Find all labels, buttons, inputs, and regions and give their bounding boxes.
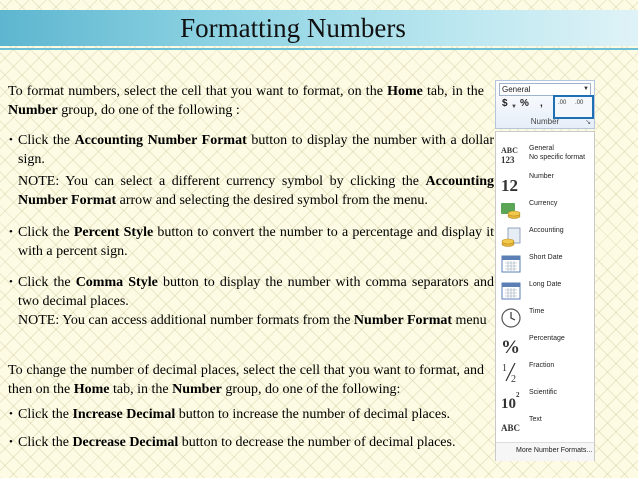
number-format-list	[495, 131, 595, 461]
currency-icon	[500, 199, 522, 221]
note-formats: NOTE: You can access additional number formats from the Number Format menu	[18, 313, 487, 328]
accounting-format-button[interactable]: $	[502, 98, 508, 109]
format-item-currency[interactable]: Currency	[496, 199, 594, 219]
format-item-general[interactable]: ABC 123 General No specific format	[501, 145, 586, 165]
svg-text:ABC: ABC	[501, 423, 521, 433]
svg-text:%: %	[501, 337, 520, 356]
intro-paragraph: To format numbers, select the cell that you want to format, on the Home tab, in the Number group, do one of the following :	[8, 84, 484, 118]
title-underline	[0, 48, 638, 50]
format-item-long-date[interactable]: Long Date	[496, 280, 594, 300]
format-item-time[interactable]: Time	[496, 307, 594, 327]
bullet-comma: • Click the Comma Style button to display the number with comma separators and two decimal places.	[9, 275, 494, 309]
svg-text:2: 2	[516, 391, 520, 399]
format-item-number[interactable]: 12 Number	[501, 173, 554, 194]
scientific-icon	[500, 388, 522, 410]
fraction-icon	[500, 361, 522, 383]
svg-text:1: 1	[502, 363, 507, 374]
number-group-label: Number	[530, 117, 560, 126]
bullet-icon: •	[9, 436, 13, 448]
dropdown-arrow-icon[interactable]: ▼	[583, 86, 589, 92]
dialog-launcher-icon[interactable]: ↘	[585, 119, 591, 126]
abc-123-icon	[500, 144, 522, 166]
ribbon-number-group	[495, 80, 595, 129]
bullet-icon: •	[9, 226, 13, 238]
bullet-accounting: • Click the Accounting Number Format button to display the number with a dollar sign.	[9, 133, 494, 167]
format-item-scientific[interactable]: 10 2 Scientific	[501, 389, 558, 410]
bullet-icon: •	[9, 134, 13, 146]
percent-style-button[interactable]: %	[520, 98, 529, 109]
svg-text:ABC: ABC	[501, 146, 518, 155]
format-item-accounting[interactable]: Accounting	[496, 226, 594, 246]
title-bar	[0, 0, 638, 54]
more-number-formats[interactable]: More Number Formats...	[496, 442, 594, 461]
abc-icon	[500, 415, 522, 437]
note-currency: NOTE: You can select a different currency symbol by clicking the Accounting Number Format arrow and selecting the desired symbol from the menu.	[18, 174, 494, 208]
format-item-short-date[interactable]: Short Date	[496, 253, 594, 273]
bullet-decrease: • Click the Decrease Decimal button to decrease the number of decimal places.	[9, 435, 456, 450]
increase-decimal-button[interactable]: .00	[558, 100, 567, 106]
format-item-percentage[interactable]: % Percentage	[501, 335, 565, 356]
bullet-increase: • Click the Increase Decimal button to increase the number of decimal places.	[9, 407, 451, 422]
svg-text:12: 12	[501, 176, 518, 194]
percent-icon	[500, 334, 522, 356]
decimal-buttons-highlight	[553, 95, 594, 119]
decrease-decimal-button[interactable]: .00	[575, 100, 584, 106]
calendar-icon	[500, 253, 522, 275]
slide-title: Formatting Numbers	[180, 13, 406, 43]
comma-style-button[interactable]: ,	[540, 98, 543, 109]
bullet-icon: •	[9, 276, 13, 288]
number-format-value: General	[502, 85, 531, 94]
decimal-paragraph: To change the number of decimal places, select the cell that you want to format, and then on the Home tab, in the Number group, do one of the following:	[8, 363, 484, 397]
svg-text:2: 2	[511, 374, 516, 383]
accounting-icon	[500, 226, 522, 248]
format-item-text[interactable]: ABC Text	[496, 415, 594, 435]
format-item-fraction[interactable]: 1 2 Fraction	[502, 362, 555, 383]
bullet-percent: • Click the Percent Style button to convert the number to a percentage and display it with a percent sign.	[9, 225, 495, 259]
number-12-icon	[500, 172, 522, 194]
accounting-dropdown-icon[interactable]: ▼	[511, 104, 517, 110]
svg-text:123: 123	[501, 155, 515, 165]
bullet-icon: •	[9, 408, 13, 420]
clock-icon	[500, 307, 522, 329]
svg-text:10: 10	[501, 396, 516, 410]
calendar-icon	[500, 280, 522, 302]
